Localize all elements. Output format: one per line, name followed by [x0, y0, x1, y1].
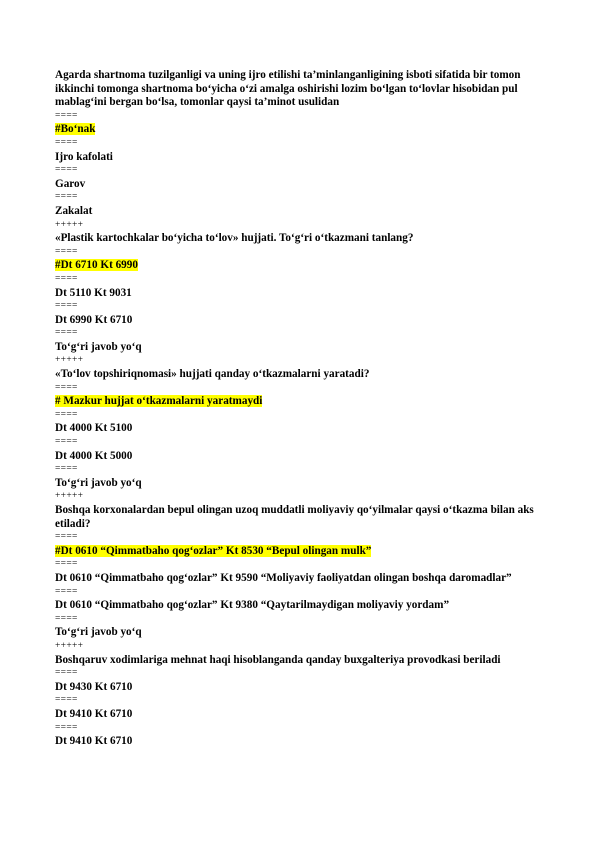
question-text: Boshqaruv xodimlariga mehnat haqi hisoblanganda qanday buxgalteriya provodkasi beriladi	[55, 653, 501, 666]
question-text: «To‘lov topshiriqnomasi» hujjati qanday o‘tkazmalarni yaratadi?	[55, 368, 370, 381]
option-separator: ====	[55, 137, 78, 148]
option-separator: ====	[55, 437, 78, 448]
option-separator: ====	[55, 559, 78, 570]
question-separator: +++++	[55, 491, 84, 502]
option-separator: ====	[55, 668, 78, 679]
option-separator: ====	[55, 695, 78, 706]
answer-highlight: #Dt 6710 Kt 6990	[55, 259, 138, 272]
answer-highlight: #Bo‘nak	[55, 123, 96, 136]
question-separator: +++++	[55, 355, 84, 366]
option-separator: ====	[55, 532, 78, 543]
answer-option: Dt 5110 Kt 9031	[55, 286, 132, 299]
document-body	[55, 69, 555, 749]
answer-highlight: #Dt 0610 “Qimmatbaho qog‘ozlar” Kt 8530 “Bepul olingan mulk”	[55, 544, 372, 557]
option-separator: ====	[55, 273, 78, 284]
answer-option: Dt 0610 “Qimmatbaho qog‘ozlar” Kt 9590 “Moliyaviy faoliyatdan olingan boshqa daromadlar”	[55, 571, 512, 584]
answer-option: Zakalat	[55, 204, 93, 217]
answer-option: Dt 9410 Kt 6710	[55, 707, 133, 720]
question-text: Boshqa korxonalardan bepul olingan uzoq muddatli moliyaviy qo‘yilmalar qaysi o‘tkazma bilan aks etiladi?	[55, 504, 534, 530]
option-separator: ====	[55, 328, 78, 339]
answer-option: Dt 0610 “Qimmatbaho qog‘ozlar” Kt 9380 “Qaytarilmaydigan moliyaviy yordam”	[55, 599, 450, 612]
option-separator: ====	[55, 722, 78, 733]
option-separator: ====	[55, 586, 78, 597]
option-separator: ====	[55, 192, 78, 203]
question-separator: +++++	[55, 219, 84, 230]
option-separator: ====	[55, 382, 78, 393]
option-separator: ====	[55, 464, 78, 475]
option-separator: ====	[55, 110, 78, 121]
question-separator: +++++	[55, 640, 84, 651]
question-text: «Plastik kartochkalar bo‘yicha to‘lov» hujjati. To‘g‘ri o‘tkazmani tanlang?	[55, 232, 414, 245]
answer-option: Garov	[55, 177, 86, 190]
answer-highlight: # Mazkur hujjat o‘tkazmalarni yaratmaydi	[55, 395, 263, 408]
answer-option: Dt 4000 Kt 5000	[55, 449, 133, 462]
option-separator: ====	[55, 246, 78, 257]
option-separator: ====	[55, 613, 78, 624]
answer-option: Dt 4000 Kt 5100	[55, 422, 133, 435]
correct-answer-option	[55, 395, 555, 409]
question-text: Agarda shartnoma tuzilganligi va uning ijro etilishi ta’minlanganligining isboti sifatida bir tomon ikkinchi tomonga shartnoma bo‘yicha o‘zi amalga oshirishi lozim bo‘lgan to‘lovlar hisobidan pul mablag‘ini bergan bo‘lsa, tomonlar qaysi ta’minot usulidan	[55, 69, 521, 109]
answer-option: To‘g‘ri javob yo‘q	[55, 626, 142, 639]
option-separator: ====	[55, 165, 78, 176]
option-separator: ====	[55, 301, 78, 312]
correct-answer-option	[55, 259, 555, 273]
correct-answer-option	[55, 123, 555, 137]
answer-option: Dt 9430 Kt 6710	[55, 680, 133, 693]
answer-option: Ijro kafolati	[55, 150, 113, 163]
answer-option: Dt 9410 Kt 6710	[55, 735, 133, 748]
answer-option: Dt 6990 Kt 6710	[55, 313, 133, 326]
option-separator: ====	[55, 409, 78, 420]
answer-option: To‘g‘ri javob yo‘q	[55, 476, 142, 489]
answer-option: To‘g‘ri javob yo‘q	[55, 340, 142, 353]
correct-answer-option	[55, 545, 555, 559]
